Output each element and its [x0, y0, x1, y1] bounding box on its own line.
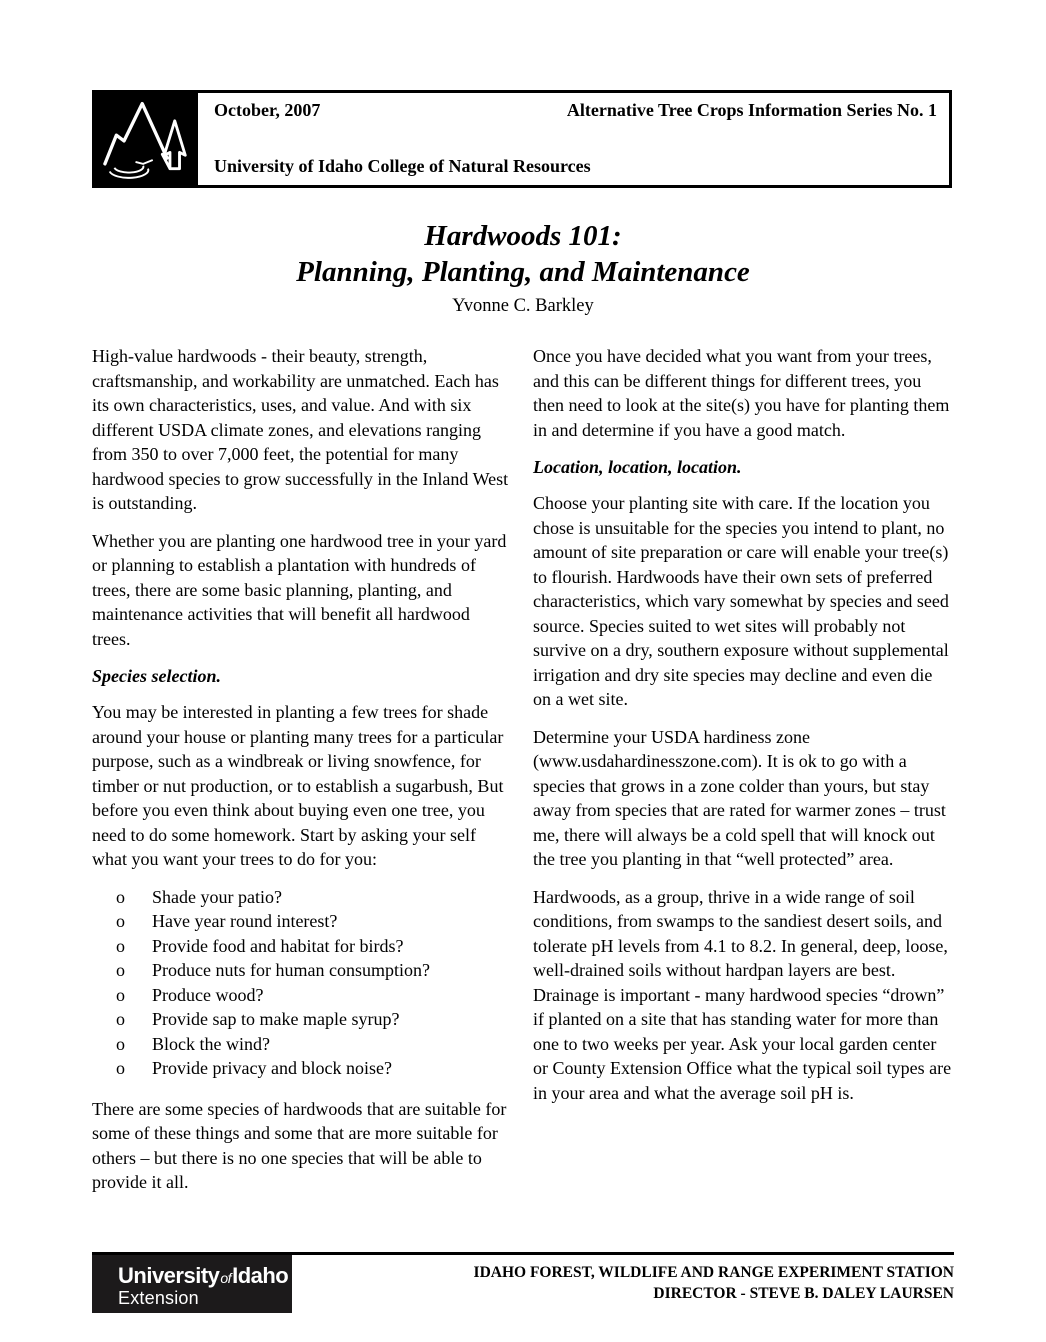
- bullet-marker: o: [116, 886, 125, 907]
- logo-extension: Extension: [118, 1288, 199, 1308]
- station-director: DIRECTOR - STEVE B. DALEY LAURSEN: [653, 1285, 954, 1302]
- right-column: [533, 344, 953, 1208]
- list-item: [92, 885, 512, 910]
- tree-purpose-list: [92, 885, 512, 1081]
- header-top-row: [214, 99, 937, 121]
- paragraph: Determine your USDA hardiness zone (www.usdahardinesszone.com). It is ok to go with a species that grows in a zone colder than yours, but stay away from species that are rated for warmer zones – trust me, there will always be a cold spell that will knock out the tree you planting in that “well protected” area.: [533, 726, 946, 869]
- extension-logo-wordmark: [118, 1265, 292, 1289]
- paragraph: Whether you are planting one hardwood tree in your yard or planning to establish a plantation with hundreds of trees, there are some basic planning, planting, and maintenance activities that will benefit all hardwood trees.: [92, 530, 507, 649]
- list-item-text: Produce nuts for human consumption?: [152, 960, 430, 980]
- logo-idaho: Idaho: [232, 1263, 289, 1288]
- section-heading-location: Location, location, location.: [533, 457, 742, 477]
- list-item: [92, 958, 512, 983]
- left-column: [92, 344, 512, 1208]
- list-item: [92, 909, 512, 934]
- section-heading-species-selection: Species selection.: [92, 666, 221, 686]
- list-item: [92, 983, 512, 1008]
- title-block: [0, 218, 1046, 318]
- paragraph: High-value hardwoods - their beauty, strength, craftsmanship, and workability are unmatched. Each has its own characteristics, uses, and value. And with six different USDA climate zones, and elevations ranging from 350 to over 7,000 feet, the potential for many hardwood species to grow successfully in the Inland West is outstanding.: [92, 346, 509, 513]
- list-item-text: Provide food and habitat for birds?: [152, 935, 404, 956]
- bullet-marker: o: [116, 1058, 125, 1078]
- paragraph: There are some species of hardwoods that are suitable for some of these things and some that are more suitable for others – but there is no one species that will be able to provide it all.: [92, 1098, 507, 1192]
- logo-university: University: [118, 1263, 220, 1288]
- paragraph: Hardwoods, as a group, thrive in a wide range of soil conditions, from swamps to the sandiest desert soils, and tolerate pH levels from 4.1 to 8.2. In general, deep, loose, well-drained soils without hardpan layers are best. Drainage is important - many hardwood species “drown” if planted on a site that has standing water for more than one to two weeks per year. Ask your local garden center or County Extension Office what the typical soil types are in your area and what the average soil pH is.: [533, 886, 952, 1103]
- bullet-marker: o: [116, 984, 125, 1005]
- header-banner: [92, 90, 952, 188]
- paragraph: You may be interested in planting a few trees for shade around your house or planting many trees for a particular purpose, such as a windbreak or living snowfence, for timber or nut production, or to establish a sugarbush, But before you even think about buying even one tree, you need to do some homework. Start by asking your self what you want your trees to do for you:: [92, 702, 504, 869]
- list-item: [92, 934, 512, 959]
- header-text-area: [198, 93, 949, 185]
- paragraph: Choose your planting site with care. If the location you chose is unsuitable for the species you intend to plant, no amount of site preparation or care will enable your tree(s) to flourish. Hardwoods have their own sets of preferred characteristics, which vary somewhat by species and seed source. Species suited to wet sites will probably not survive on a dry, southern exposure without supplemental irrigation and dry site species may decline and even die on a wet site.: [533, 493, 949, 709]
- footer: [92, 1252, 954, 1313]
- college-logo: [95, 93, 198, 185]
- list-item: [92, 1007, 512, 1032]
- list-item: [92, 1056, 512, 1081]
- body-columns: [92, 344, 954, 1208]
- document-title-line2: Planning, Planting, and Maintenance: [296, 256, 750, 288]
- list-item-text: Produce wood?: [152, 984, 264, 1005]
- list-item-text: Provide sap to make maple syrup?: [152, 1009, 400, 1029]
- list-item-text: Have year round interest?: [152, 911, 338, 931]
- station-name: IDAHO FOREST, WILDLIFE AND RANGE EXPERIMENT STATION: [473, 1264, 954, 1281]
- series-title: Alternative Tree Crops Information Series No. 1: [566, 100, 937, 120]
- document-title-line1: Hardwoods 101:: [424, 220, 622, 252]
- institution-name: University of Idaho College of Natural Resources: [214, 156, 591, 176]
- list-item-text: Provide privacy and block noise?: [152, 1058, 392, 1078]
- author-byline: Yvonne C. Barkley: [452, 296, 594, 316]
- station-credit: [474, 1255, 954, 1304]
- list-item-text: Shade your patio?: [152, 886, 282, 907]
- mountain-tree-river-icon: [99, 95, 195, 183]
- publication-date: October, 2007: [214, 100, 321, 120]
- bullet-marker: o: [116, 911, 125, 931]
- logo-of: of: [220, 1270, 232, 1286]
- bullet-marker: o: [116, 1033, 125, 1054]
- list-item-text: Block the wind?: [152, 1033, 270, 1054]
- bullet-marker: o: [116, 1009, 125, 1029]
- paragraph: Once you have decided what you want from your trees, and this can be different things for different trees, you then need to look at the site(s) you have for planting them in and determine if you have a good match.: [533, 346, 950, 440]
- list-item: [92, 1032, 512, 1057]
- extension-logo: [92, 1255, 292, 1313]
- bullet-marker: o: [116, 960, 125, 980]
- bullet-marker: o: [116, 935, 125, 956]
